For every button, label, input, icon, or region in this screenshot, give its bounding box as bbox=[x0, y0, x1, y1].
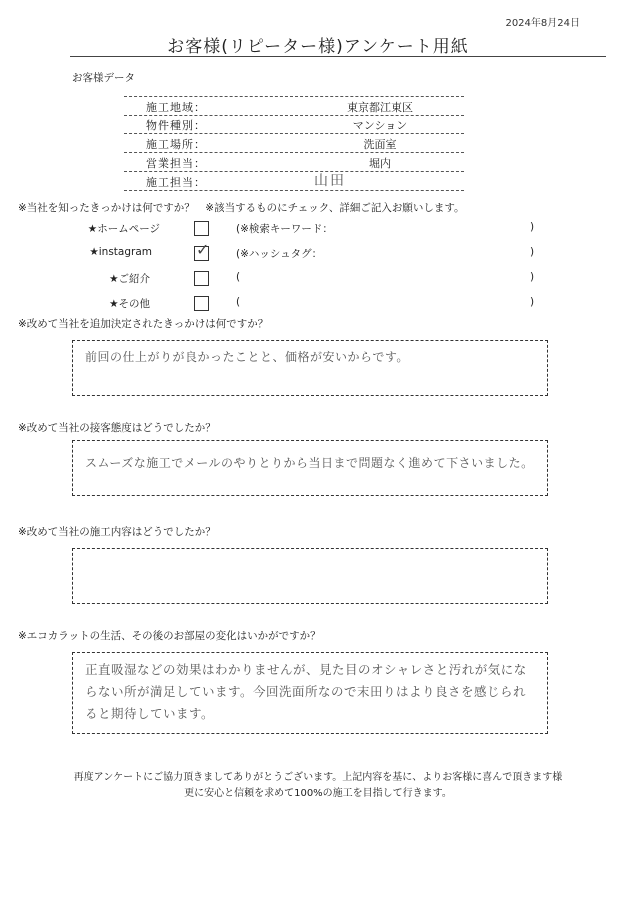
answer-text: スムーズな施工でメールのやりとりから当日まで問題なく進めて下さいました。 bbox=[85, 456, 534, 470]
question-decision-reason: ※改めて当社を追加決定されたきっかけは何ですか？ bbox=[18, 318, 269, 330]
location-value: 洗面室 bbox=[363, 138, 397, 151]
option-label: ★ホームページ bbox=[87, 223, 160, 235]
paren-close: ) bbox=[530, 221, 535, 233]
paren-close: ) bbox=[530, 271, 535, 283]
detail-label: ( bbox=[236, 296, 241, 308]
referral-checkbox[interactable] bbox=[194, 271, 209, 286]
question-work-quality: ※改めて当社の施工内容はどうでしたか？ bbox=[18, 526, 216, 538]
source-option-instagram bbox=[0, 240, 636, 263]
data-row-sales-rep bbox=[124, 153, 464, 172]
page-title: お客様(リピーター様)アンケート用紙 bbox=[167, 37, 469, 57]
question-customer-service: ※改めて当社の接客態度はどうでしたか？ bbox=[18, 422, 216, 434]
option-label: ★instagram bbox=[89, 246, 152, 258]
question-life-change: ※エコカラットの生活、その後のお部屋の変化はいかがですか？ bbox=[18, 630, 321, 642]
survey-date: 2024年8月24日 bbox=[505, 18, 580, 29]
property-type-value: マンション bbox=[352, 119, 408, 132]
sales-rep-label: 営業担当： bbox=[146, 157, 206, 170]
installer-value: 山田 bbox=[314, 173, 346, 189]
paren-close: ) bbox=[530, 246, 535, 258]
answer-box-customer-service[interactable] bbox=[72, 440, 548, 496]
detail-label: ( bbox=[236, 271, 241, 283]
footer-line-2: 更に安心と信頼を求めて100%の施工を目指して行きます。 bbox=[184, 788, 452, 799]
option-label: ★ご紹介 bbox=[109, 273, 150, 285]
answer-box-work-quality[interactable] bbox=[72, 548, 548, 604]
sales-rep-value: 堀内 bbox=[369, 157, 391, 170]
location-label: 施工場所： bbox=[146, 138, 206, 151]
answer-box-decision-reason[interactable] bbox=[72, 340, 548, 396]
source-option-other bbox=[0, 293, 636, 313]
data-row-installer bbox=[124, 172, 464, 191]
title-divider bbox=[70, 56, 606, 57]
check-mark-icon: ✓ bbox=[196, 240, 210, 259]
area-label: 施工地域： bbox=[146, 101, 206, 114]
detail-label: (※ハッシュタグ： bbox=[236, 248, 323, 260]
footer-line-1: 再度アンケートにご協力頂きましてありがとうございます。上記内容を基に、よりお客様に喜んで頂きます様 bbox=[73, 772, 563, 783]
data-row-property-type bbox=[124, 115, 464, 134]
source-option-homepage bbox=[0, 218, 636, 238]
source-option-referral bbox=[0, 268, 636, 288]
instagram-checkbox[interactable] bbox=[194, 240, 210, 261]
answer-box-life-change[interactable] bbox=[72, 652, 548, 734]
answer-text: 前回の仕上がりが良かったことと、価格が安いからです。 bbox=[85, 350, 409, 364]
homepage-checkbox[interactable] bbox=[194, 221, 209, 236]
customer-data-heading: お客様データ bbox=[72, 72, 135, 84]
property-type-label: 物件種別： bbox=[146, 119, 206, 132]
area-value: 東京都江東区 bbox=[347, 101, 413, 114]
paren-close: ) bbox=[530, 296, 535, 308]
answer-text: 正直吸湿などの効果はわかりませんが、見た目のオシャレさと汚れが気にならない所が満足しています。今回洗面所なので末田りはより良さを感じられると期待しています。 bbox=[85, 662, 527, 721]
other-checkbox[interactable] bbox=[194, 296, 209, 311]
source-question: ※当社を知ったきっかけは何ですか？ ※該当するものにチェック、詳細ご記入お願いします。 bbox=[18, 202, 465, 214]
data-row-area bbox=[124, 96, 464, 116]
installer-label: 施工担当： bbox=[146, 176, 206, 189]
data-row-location bbox=[124, 134, 464, 153]
option-label: ★その他 bbox=[109, 298, 150, 310]
detail-label: (※検索キーワード： bbox=[236, 223, 333, 235]
